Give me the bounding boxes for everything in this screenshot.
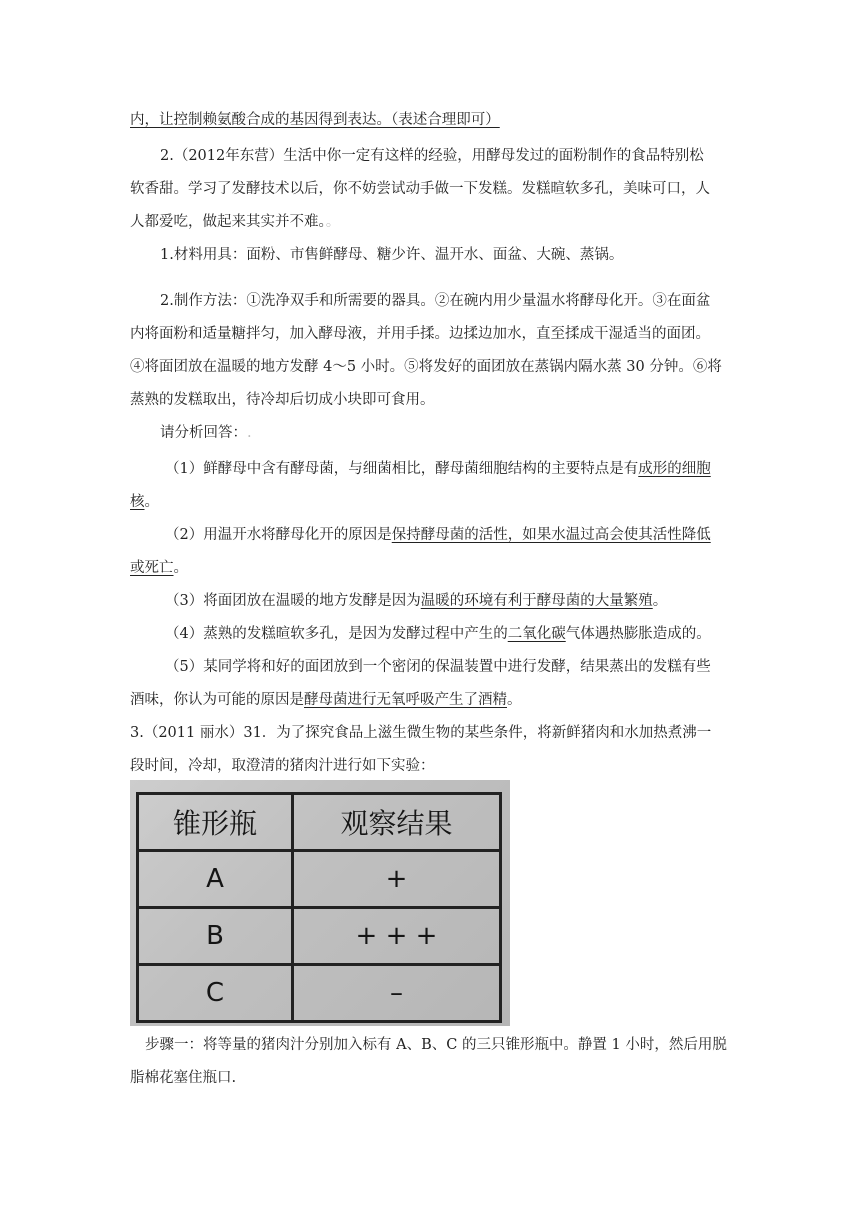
- answer-4-text: （4）蒸熟的发糕暄软多孔，是因为发酵过程中产生的: [165, 626, 508, 642]
- answer-5-text: 酒味，你认为可能的原因是: [130, 692, 304, 708]
- step1-line-1: 步骤一：将等量的猪肉汁分别加入标有 A、B、C 的三只锥形瓶中。静置 1 小时，然后用脱: [145, 1037, 727, 1053]
- answer-1-line-1: [165, 459, 730, 479]
- answer-1-blank: 成形的细胞: [638, 461, 711, 477]
- flask-label: A: [138, 851, 293, 908]
- answer-1-text: （1）鲜酵母中含有酵母菌，与细菌相比，酵母菌细胞结构的主要特点是有: [165, 461, 639, 477]
- q2-line-3-text: 人都爱吃，做起来其实并不难。: [130, 214, 326, 230]
- header-result: 观察结果: [293, 794, 501, 851]
- answer-2-blank-cont: 或死亡: [130, 560, 174, 576]
- answer-2-text: （2）用温开水将酵母化开的原因是: [165, 527, 392, 543]
- punct: 。: [144, 494, 159, 510]
- step1-line-2: 脂棉花塞住瓶口.: [130, 1070, 237, 1086]
- table-header-row: [138, 794, 501, 851]
- answer-4-blank: 二氧化碳: [507, 626, 566, 642]
- punct: 。: [652, 593, 668, 609]
- answer-1-blank-cont: 核: [130, 494, 145, 510]
- answer-5-line-2: [130, 690, 730, 710]
- q2-line-2: 软香甜。学习了发酵技术以后，你不妨尝试动手做一下发糕。发糕暄软多孔，美味可口，人: [130, 181, 710, 197]
- answer-2-blank: 保持酵母菌的活性，如果水温过高会使其活性降低: [391, 527, 711, 543]
- table-row: [138, 851, 501, 908]
- continuation-line: [130, 110, 730, 130]
- answer-3-text: （3）将面团放在温暖的地方发酵是因为: [165, 593, 421, 609]
- header-flask: 锥形瓶: [138, 794, 293, 851]
- q3-line-1: 3.（2011 丽水）31．为了探究食品上滋生微生物的某些条件，将新鲜猪肉和水加热煮沸一: [130, 725, 712, 741]
- answer-underlined: 内，让控制赖氨酸合成的基因得到表达。（表述合理即可）: [130, 112, 500, 128]
- answer-2-line-2: [130, 558, 730, 578]
- prompt-text: 请分析回答：: [160, 425, 247, 441]
- method-line-2: 内将面粉和适量糖拌匀，加入酵母液，并用手揉。边揉边加水，直至揉成干湿适当的面团。: [130, 326, 710, 342]
- observation-table-photo: [130, 780, 510, 1026]
- answer-3-blank: 温暖的环境有利于酵母菌的大量繁殖: [420, 593, 653, 609]
- q3-line-2: 段时间，冷却，取澄清的猪肉汁进行如下实验：: [130, 758, 435, 774]
- materials-line: 1.材料用具：面粉、市售鲜酵母、糖少许、温开水、面盆、大碗、蒸锅。: [160, 247, 624, 263]
- answer-4-line: [165, 624, 765, 644]
- answer-5-blank: 酵母菌进行无氧呼吸产生了酒精: [304, 692, 507, 708]
- q2-line-3: 人都爱吃，做起来其实并不难。。: [130, 214, 341, 230]
- answer-1-line-2: [130, 492, 730, 512]
- flask-label: B: [138, 908, 293, 965]
- answer-5-line-1: （5）某同学将和好的面团放到一个密闭的保温装置中进行发酵，结果蒸出的发糕有些: [165, 659, 711, 675]
- punct: 。: [173, 560, 188, 576]
- method-line-3: ④将面团放在温暖的地方发酵 4～5 小时。⑤将发好的面团放在蒸锅内隔水蒸 30 分钟。⑥将: [130, 359, 722, 375]
- method-line-4: 蒸熟的发糕取出，待冷却后切成小块即可食用。: [130, 392, 435, 408]
- flask-label: C: [138, 965, 293, 1022]
- method-line-1: 2.制作方法：①洗净双手和所需要的器具。②在碗内用少量温水将酵母化开。③在面盆: [160, 293, 711, 309]
- result-value: +: [293, 851, 501, 908]
- answer-3-line: [165, 591, 765, 611]
- table-row: [138, 965, 501, 1022]
- answer-2-line-1: [165, 525, 730, 545]
- observation-table: [136, 792, 502, 1023]
- result-value: + + +: [293, 908, 501, 965]
- result-value: –: [293, 965, 501, 1022]
- punct: 。: [507, 692, 522, 708]
- prompt-line: 请分析回答：.: [160, 425, 252, 441]
- answer-4-end: 气体遇热膨胀造成的。: [565, 626, 711, 642]
- q2-line-1: 2.（2012年东营）生活中你一定有这样的经验，用酵母发过的面粉制作的食品特别松: [160, 148, 704, 164]
- table-row: [138, 908, 501, 965]
